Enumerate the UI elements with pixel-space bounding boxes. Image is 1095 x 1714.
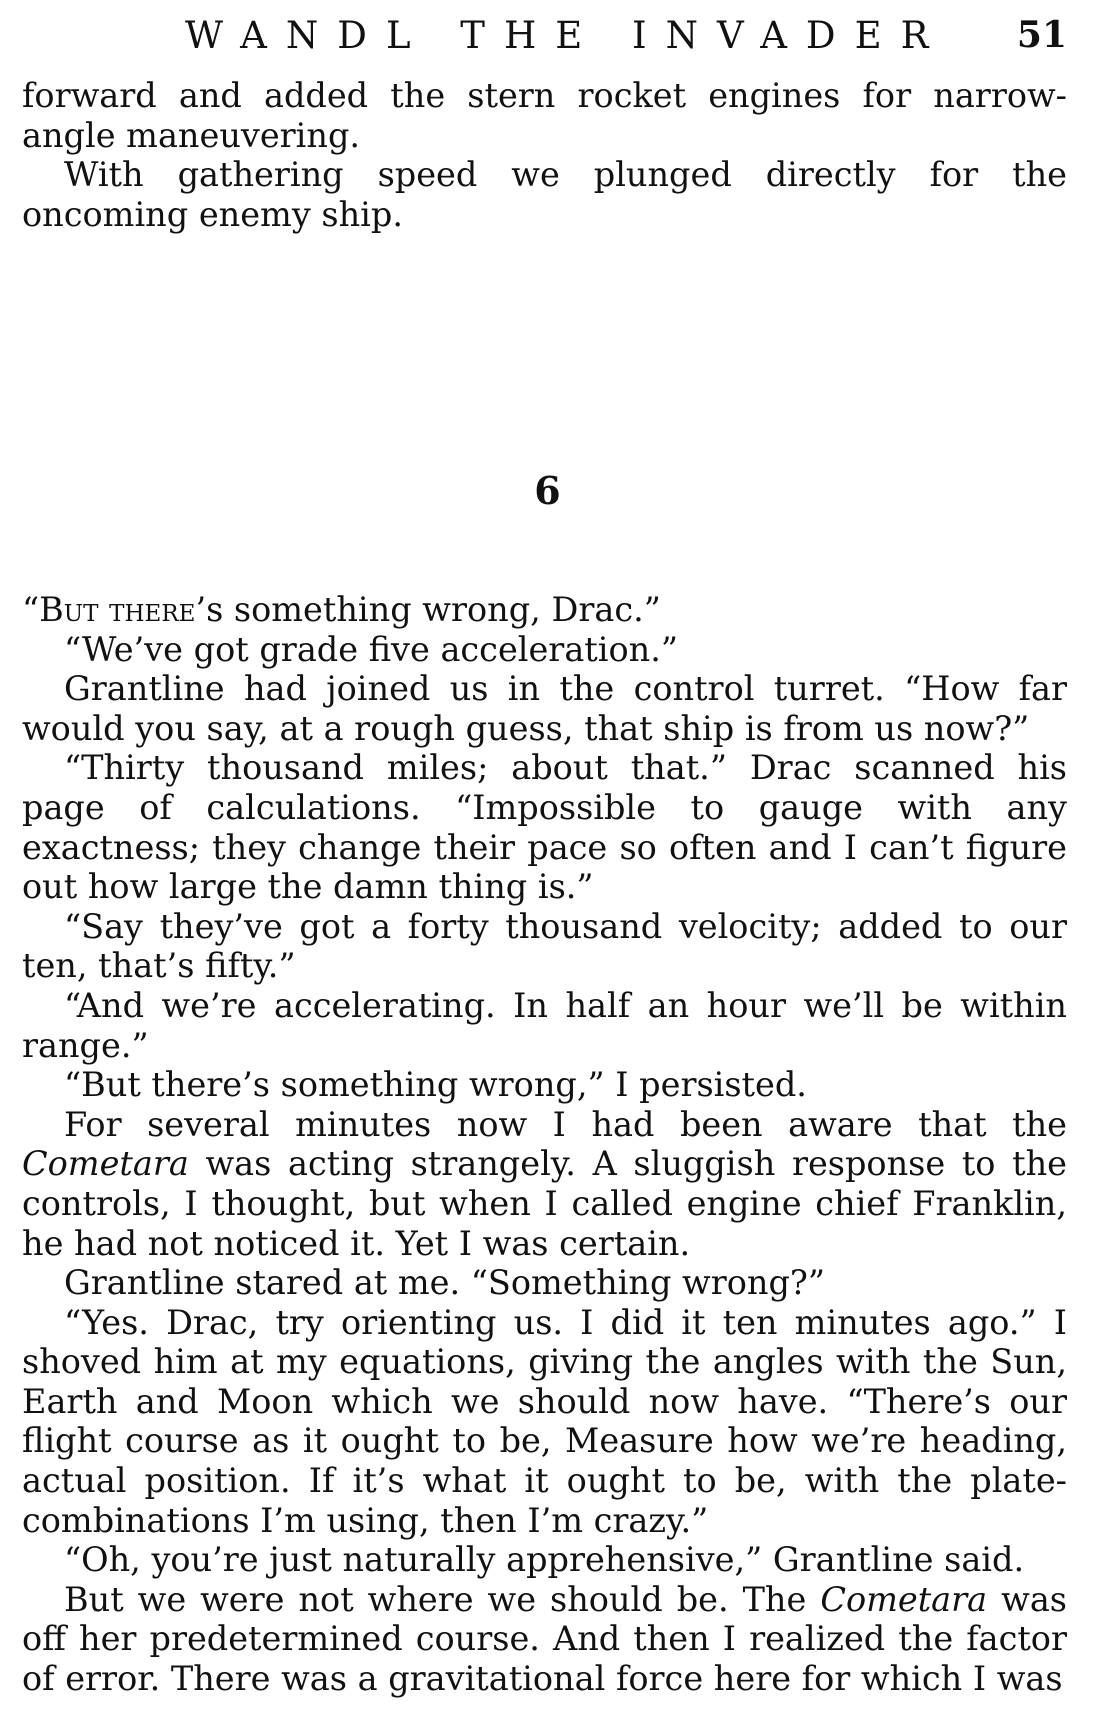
chapter-number: 6 (534, 468, 561, 513)
paragraph: forward and added the stern rocket engines for narrow-angle maneuvering. (22, 76, 1067, 155)
paragraph-text: was acting strangely. A sluggish response to the controls, I thought, but when I called engine chief Franklin, he had not noticed it. Yet I was certain. (22, 1144, 1067, 1263)
lead-small-caps: ut there (63, 590, 196, 629)
paragraph-text: was off her predetermined course. And then I realized the factor of error. There was a gravitational force here for which I was (22, 1579, 1067, 1699)
paragraph-text: For several minutes now I had been aware that the (64, 1104, 1067, 1144)
paragraph-text: But we were not where we should be. The (64, 1579, 821, 1619)
text-block-chapter (22, 590, 1067, 1699)
paragraph: Grantline had joined us in the control turret. “How far would you say, at a rough guess, that ship is from us now?” (22, 669, 1067, 748)
ship-name-italic: Cometara (820, 1579, 988, 1619)
paragraph: With gathering speed we plunged directly for the oncoming enemy ship. (22, 155, 1067, 234)
paragraph: “Thirty thousand miles; about that.” Drac scanned his page of calculations. “Impossible to gauge with any exactness; they change their pace so often and I can’t figure out how large the damn thing is.” (22, 748, 1067, 907)
running-title: WANDL THE INVADER (185, 14, 948, 57)
paragraph: Grantline stared at me. “Something wrong?” (64, 1263, 826, 1303)
paragraph: “We’ve got grade five acceleration.” (64, 629, 678, 669)
paragraph: “Yes. Drac, try orienting us. I did it ten minutes ago.” I shoved him at my equations, giving the angles with the Sun, Earth and Moon which we should now have. “There’s our flight course as it ought to be, Measure how we’re heading, actual position. If it’s what it ought to be, with the plate-combinations I’m using, then I’m crazy.” (22, 1302, 1067, 1540)
text-block-previous-chapter (22, 76, 1067, 234)
paragraph (22, 1105, 1067, 1263)
paragraph: “And we’re accelerating. In half an hour we’ll be within range.” (22, 985, 1067, 1065)
running-head (0, 14, 1095, 64)
lead-cap: B (39, 590, 64, 629)
opening-quote: “ (22, 590, 40, 629)
paragraph: “But there’s something wrong,” I persisted. (64, 1065, 807, 1105)
opening-paragraph (22, 590, 1067, 630)
paragraph: “Say they’ve got a forty thousand velocity; added to our ten, that’s fifty.” (22, 906, 1067, 986)
opening-rest: ’s something wrong, Drac.” (195, 590, 661, 629)
ship-name-italic: Cometara (22, 1144, 189, 1184)
paragraph (22, 1580, 1067, 1699)
page-number: 51 (1016, 14, 1067, 56)
paragraph: “Oh, you’re just naturally apprehensive,” Grantline said. (64, 1540, 1025, 1580)
